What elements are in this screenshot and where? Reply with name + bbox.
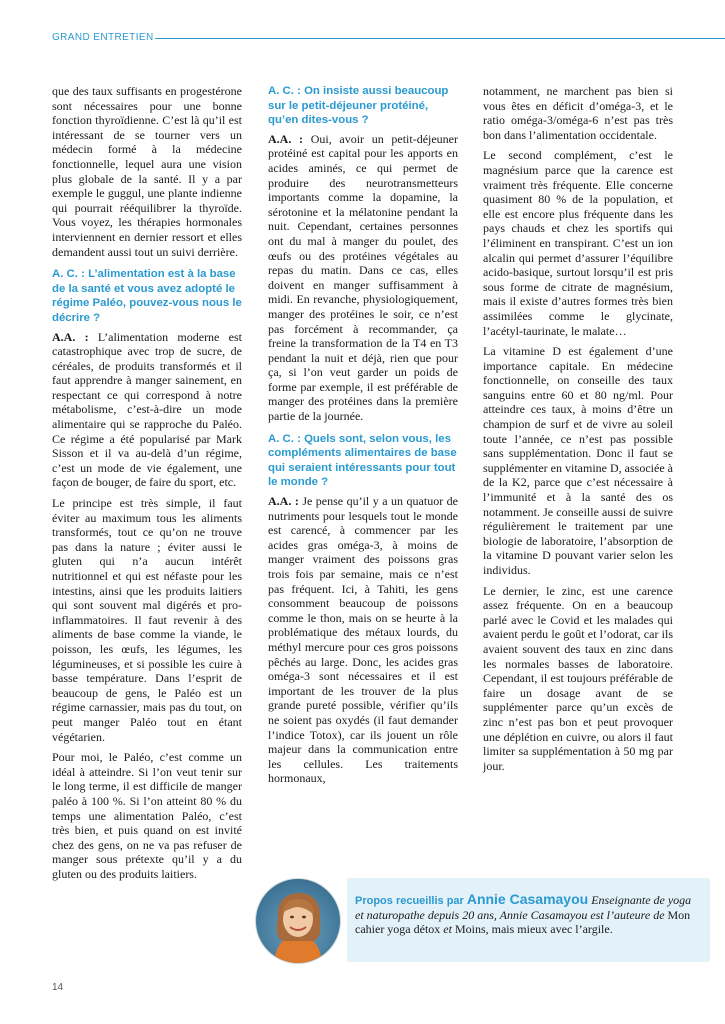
author-name: Annie Casamayou <box>466 891 589 907</box>
author-bio: Enseignante de yoga et naturopathe depuis 20 ans, Annie Casamayou est l’auteure de <box>355 893 692 923</box>
paragraph: Pour moi, le Paléo, c’est comme un idéal à atteindre. Si l’on veut tenir sur le long terme, il est difficile de manger paléo à 100 %. Si l’on atteint 80 % du temps une alimentation Paléo, c’est très bien, et puis quand on est invité chez des gens, on ne va pas refuser de manger sous prétexte qu’il y a du gluten ou des produits laitiers. <box>52 750 242 881</box>
interview-question: A. C. : On insiste aussi beaucoup sur le petit-déjeuner protéiné, qu’en dites-vous ? <box>268 85 449 127</box>
conjunction: et <box>443 922 452 937</box>
paragraph: que des taux suffisants en progestérone sont nécessaires pour une bonne fonction thyroïdienne. C’est là qu’il est intéressant de se tourner vers un médecin formé à la médecine fonctionnelle, lequel aura une vision plus globale de la santé. Il y a par exemple le guggul, une plante indienne qui pourrait rééquilibrer la thyroïde. Vous voyez, les thérapies hormonales interviennent en dernier ressort et elles demandent aussi tout un suivi derrière. <box>52 84 242 259</box>
book-title: Mon cahier yoga détox <box>355 908 691 937</box>
paragraph: Le second complément, c’est le magnésium parce que la carence est vraiment très fréquente. Elle concerne quasiment 80 % de la population, et elle est encore plus fréquente dans les pays chauds et chez les sportifs qui l’éliminent en transpirant. C’est un ion alcalin qui permet d’assurer l’équilibre acido-basique, surtout lorsqu’il est pris sous forme de citrate de magnésium, mais il existe d’autres formes très bien assimilées comme le glycinate, l’acétyl-taurinate, le malate… <box>483 148 673 338</box>
paragraph: Le principe est très simple, il faut éviter au maximum tous les aliments transformés, tout ce qu’on ne trouve pas dans la nature ; éviter aussi le gluten qui n’a aucun intérêt nutritionnel et qui est néfaste pour les intestins, ainsi que les produits laitiers qui sont souvent mal digérés et pro-inflammatoires. Il faut revenir à des aliments de base comme la viande, le poisson, les œufs, les légumes, les légumineuses, et si possible les cuire à basse température. Dans l’esprit de beaucoup de gens, le Paléo est un régime carnassier, mais pas du tout, on peut manger Paléo tout en étant végétarien. <box>52 496 242 744</box>
answer-text: Je pense qu’il y a un quatuor de nutriments pour lesquels tout le monde est carencé, à commencer par les acides gras oméga-3, à moins de manger vraiment des poissons gras trois fois par semaine, mais ce n’est pas fréquent. Ici, à Tahiti, les gens consomment beaucoup de poissons comme le thon, mais on se heurte à la problématique des métaux lourds, du méthyl mercure pour ces gros poissons pêchés au large. Donc, les acides gras oméga-3 sont nécessaires et il est important de les trouver de la plus grande pureté possible, vérifier qu’ils ne soient pas oxydés (il faut demander l’indice Totox), car ils jouent un rôle majeur dans la communication entre les cellules. Les traitements hormonaux, <box>268 494 459 786</box>
header-rule <box>155 38 725 39</box>
answer-paragraph <box>52 330 242 491</box>
answer-text: Oui, avoir un petit-déjeuner protéiné est capital pour les apports en acides aminés, ce qui permet de produire des neurotransmetteurs importants comme la dopamine, la sérotonine et la mélatonine pendant la nuit. Cependant, certaines personnes ont du mal à manger du poulet, des œufs ou des protéines végétales au repas du matin. Dans ce cas, elles doivent en manger suffisamment à midi. En revanche, physiologiquement, manger des protéines le soir, ce n’est pas forcément à recommander, ça freine la transformation de la T4 en T3 pendant la nuit et déjà, rien que pour ça, si l’on veut garder un poids de forme par exemple, il est préférable de manger des protéines dans la première partie de la journée. <box>268 131 459 424</box>
credit-prefix: Propos recueillis par <box>355 895 464 907</box>
portrait-illustration <box>256 879 340 963</box>
credit-box <box>347 878 710 962</box>
section-header <box>52 30 725 50</box>
answer-lead: A.A. : <box>52 329 89 344</box>
article-column-1 <box>52 84 242 887</box>
answer-lead: A.A. : <box>268 131 304 146</box>
answer-lead: A.A. : <box>268 494 299 509</box>
page-number: 14 <box>52 982 64 993</box>
answer-paragraph <box>268 494 458 786</box>
paragraph: La vitamine D est également d’une importance capitale. En médecine fonctionnelle, on conseille des taux sanguins entre 60 et 80 ng/ml. Pour atteindre ces taux, à moins d’être un champion de surf et de vivre au soleil toute l’année, ce n’est pas possible sans supplémentation. Donc il faut se supplémenter en vitamine D, associée à de la K2, parce que c’est nécessaire à l’immunité et à la santé des os notamment. Je conseille aussi de suivre régulièrement le traitement par une biologie de laboratoire, l’absorption de la vitamine D pouvant varier selon les individus. <box>483 344 673 577</box>
article-column-3 <box>483 84 673 779</box>
paragraph: notamment, ne marchent pas bien si vous êtes en déficit d’oméga-3, et le ratio oméga-3/oméga-6 n’est pas très bon dans l’alimentation occidentale. <box>483 84 673 142</box>
interview-question: A. C. : L’alimentation est à la base de la santé et vous avez adopté le régime Paléo, pouvez-vous nous le décrire ? <box>52 268 242 324</box>
article-column-2 <box>268 84 458 792</box>
book-title: Moins, mais mieux avec l’argile. <box>454 922 613 937</box>
author-photo <box>255 878 341 964</box>
paragraph: Le dernier, le zinc, est une carence assez fréquente. On en a beaucoup parlé avec le Covid et les malades qui avaient perdu le goût et l’odorat, car ils avaient souvent des taux en zinc dans les normales basses de laboratoire. Cependant, il est toujours préférable de faire un dosage avant de se supplémenter parce qu’un excès de zinc n’est pas bon et peut provoquer une déplétion en cuivre, ou alors il faut limiter sa supplémentation à 50 mg par jour. <box>483 583 673 773</box>
answer-paragraph <box>268 132 458 424</box>
interview-question: A. C. : Quels sont, selon vous, les compléments alimentaires de base qui seraient intéressants pour tout le monde ? <box>268 432 457 489</box>
author-credit <box>255 874 710 966</box>
credit-text <box>355 892 702 937</box>
answer-text: L’alimentation moderne est catastrophique avec trop de sucre, de céréales, de produits transformés et il faut apprendre à manger sainement, en respectant ce qui correspond à notre métabolisme, c’est-à-dire un mode alimentaire qui se rapproche du Paléo. Ce régime a été popularisé par Mark Sisson et il va au-delà d’un régime, c’est un mode de vie également, une façon de bouger, de faire du sport, etc. <box>52 329 242 490</box>
section-label: GRAND ENTRETIEN <box>52 32 154 43</box>
